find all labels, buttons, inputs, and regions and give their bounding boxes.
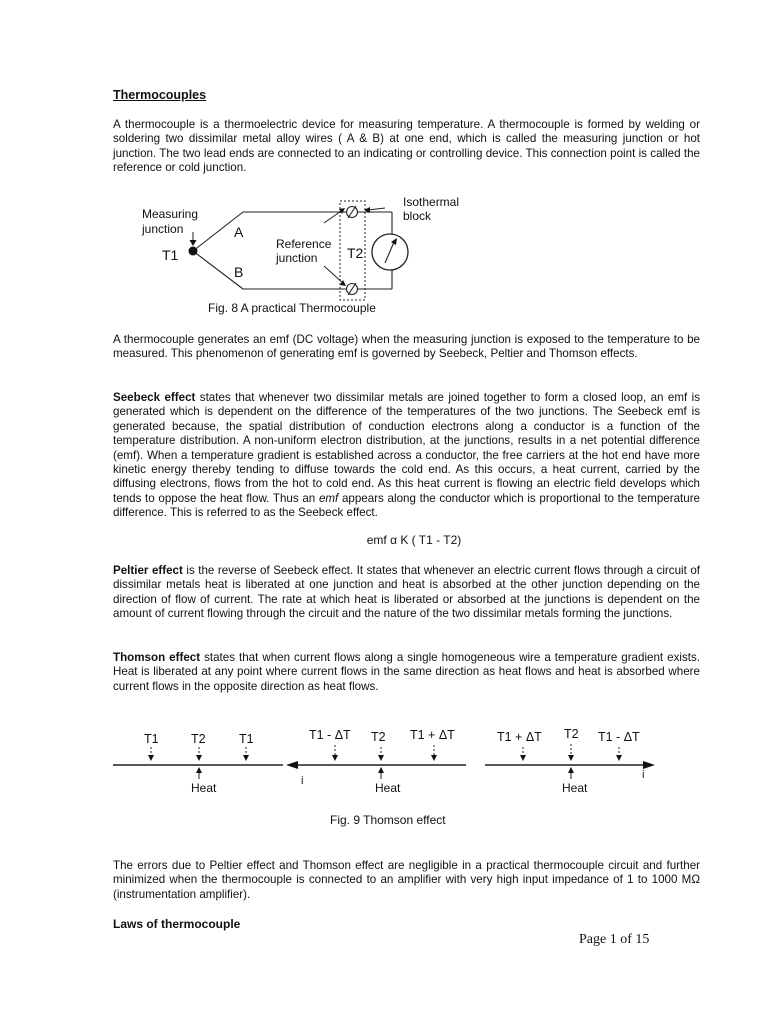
p2-t-right: T1 + ΔT (410, 728, 455, 742)
peltier-text: is the reverse of Seebeck effect. It states that whenever an electric current flows through a circuit of dissimilar metals heat is liberated at one junction and heat is absorbed at the other junction depending on the direction of flow of current. The rate at which heat is liberated or absorbed at the junctions is dependent on the amount of current flowing through the circuit and the nature of the two dissimilar metals forming the junctions. (113, 564, 700, 621)
p2-heat: Heat (375, 781, 401, 795)
page-number: Page 1 of 15 (579, 932, 650, 947)
seebeck-paragraph (113, 391, 700, 521)
label-t1: T1 (162, 247, 179, 263)
intro-paragraph: A thermocouple is a thermoelectric device for measuring temperature. A thermocouple is formed by welding or soldering two dissimilar metal alloy wires ( A & B) at one end, which is called the measuring junction or hot junction. The two lead ends are connected to an indicating or controlling device. This connection point is called the reference or cold junction. (113, 118, 700, 175)
seebeck-text-2: appears along the conductor which is proportional to the temperature difference. This is referred to as the Seebeck effect. (113, 491, 700, 520)
label-isothermal: Isothermal (403, 195, 460, 209)
p1-heat: Heat (191, 781, 217, 795)
thomson-text: states that when current flows along a single homogeneous wire a temperature gradient exists. Heat is liberated at any point where current flows in the same direction as heat flows and heat is absorbed where current flows in the opposite direction as heat flows. (113, 651, 700, 693)
p1-t-left: T1 (144, 732, 159, 746)
fig8-thermocouple-diagram (0, 0, 768, 330)
label-wire-a: A (234, 224, 244, 240)
fig9-caption: Fig. 9 Thomson effect (330, 813, 446, 827)
p2-t-left: T1 - ΔT (309, 728, 351, 742)
measuring-junction-dot (189, 247, 198, 256)
p2-current: i (301, 775, 304, 787)
thomson-term: Thomson effect (113, 651, 201, 664)
seebeck-equation (0, 533, 768, 547)
label-t2: T2 (347, 245, 364, 261)
p1-t-mid: T2 (191, 732, 206, 746)
equation-text: emf α K ( T1 - T2) (366, 533, 462, 547)
label-measuring: Measuring (142, 207, 199, 221)
thomson-paragraph (113, 651, 700, 694)
seebeck-text-1: states that whenever two dissimilar metals are joined together to form a closed loop, an emf is generated which is dependent on the difference of the temperatures of the two junctions. The Seebeck emf is generated because, the spatial distribution of conduction electrons along a conductor is a function of the temperature distribution. A non-uniform electron distribution, at the junctions, results in a net potential difference (emf). When a temperature gradient is established across a conductor, the free carriers at the hot end have more kinetic energy thereby tending to diffuse towards the cold end. As this occurs, a heat current, carried by the diffusing electrons, flows from the hot to cold end. As this heat current is flowing an electric field develops which tends to oppose the heat flow. Thus an (113, 391, 700, 505)
label-wire-b: B (234, 264, 244, 280)
fig9-thomson-diagram (0, 715, 768, 835)
label-block: block (403, 209, 432, 223)
p3-t-right: T1 - ΔT (598, 730, 640, 744)
p3-heat: Heat (562, 781, 588, 795)
p3-t-mid: T2 (564, 727, 579, 741)
emf-paragraph: A thermocouple generates an emf (DC voltage) when the measuring junction is exposed to the temperature to be measured. This phenomenon of generating emf is governed by Seebeck, Peltier and Thomson effects. (113, 333, 700, 361)
label-reference: Reference (276, 237, 332, 251)
p1-t-right: T1 (239, 732, 254, 746)
laws-heading: Laws of thermocouple (113, 917, 241, 931)
fig8-caption: Fig. 8 A practical Thermocouple (208, 301, 376, 315)
section-title: Thermocouples (113, 88, 207, 102)
p2-t-mid: T2 (371, 730, 386, 744)
errors-paragraph: The errors due to Peltier effect and Thomson effect are negligible in a practical thermocouple circuit and further minimized when the thermocouple is connected to an amplifier with very high input impedance of 1 to 1000 MΩ (instrumentation amplifier). (113, 859, 700, 901)
label-reference-junction: junction (276, 251, 318, 265)
p3-current: i (642, 769, 645, 781)
peltier-paragraph (113, 564, 700, 622)
p3-t-left: T1 + ΔT (497, 730, 542, 744)
peltier-term: Peltier effect (113, 564, 183, 577)
seebeck-term: Seebeck effect (113, 391, 196, 404)
label-junction: junction (142, 222, 184, 236)
seebeck-emf-italic: emf (318, 491, 339, 505)
